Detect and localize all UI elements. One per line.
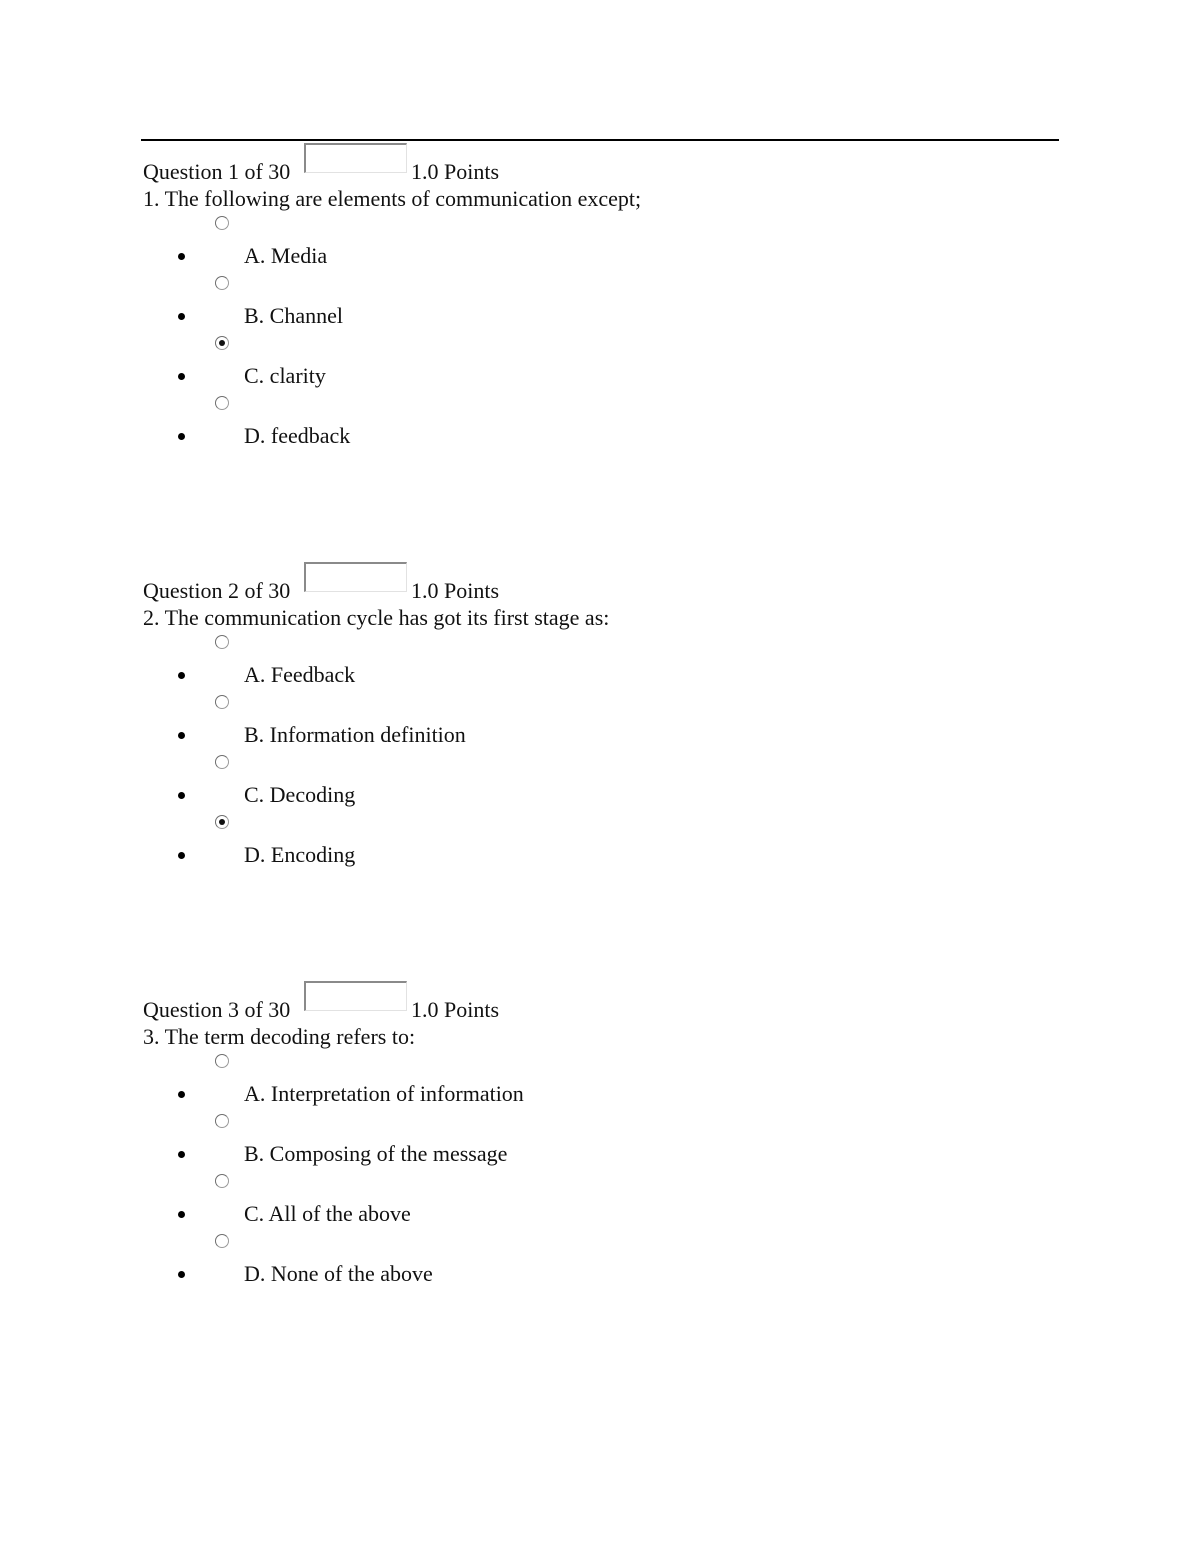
answer-option-d	[143, 393, 843, 453]
answer-label-b: B. Information definition	[244, 722, 466, 747]
radio-button-b[interactable]	[215, 695, 229, 709]
question-text: 3. The term decoding refers to:	[143, 1024, 416, 1049]
radio-button-c[interactable]	[215, 336, 229, 350]
score-box	[304, 143, 407, 173]
question-text: 1. The following are elements of communication except;	[143, 186, 642, 211]
radio-button-a[interactable]	[215, 216, 229, 230]
answer-option-b	[143, 692, 843, 752]
answer-option-d	[143, 812, 843, 872]
answer-option-b	[143, 273, 843, 333]
radio-button-a[interactable]	[215, 1054, 229, 1068]
answer-label-a: A. Interpretation of information	[244, 1081, 524, 1106]
question-number: Question 1 of 30	[143, 159, 291, 184]
question-header	[143, 981, 1043, 1023]
bullet-icon	[178, 1091, 185, 1098]
question-2	[143, 562, 1043, 867]
bullet-icon	[178, 792, 185, 799]
radio-button-c[interactable]	[215, 755, 229, 769]
bullet-icon	[178, 732, 185, 739]
answer-label-c: C. All of the above	[244, 1201, 411, 1226]
question-number: Question 2 of 30	[143, 578, 291, 603]
answer-option-b	[143, 1111, 843, 1171]
bullet-icon	[178, 433, 185, 440]
answer-label-d: D. Encoding	[244, 842, 356, 867]
bullet-icon	[178, 1211, 185, 1218]
answer-option-c	[143, 752, 843, 812]
question-1	[143, 143, 1043, 448]
answer-options	[143, 1051, 843, 1291]
answer-options	[143, 632, 843, 872]
score-box	[304, 981, 407, 1011]
answer-option-c	[143, 1171, 843, 1231]
bullet-icon	[178, 253, 185, 260]
bullet-icon	[178, 672, 185, 679]
answer-label-a: A. Media	[244, 243, 328, 268]
radio-button-d[interactable]	[215, 396, 229, 410]
answer-label-d: D. None of the above	[244, 1261, 433, 1286]
radio-button-d[interactable]	[215, 815, 229, 829]
radio-button-b[interactable]	[215, 276, 229, 290]
radio-button-d[interactable]	[215, 1234, 229, 1248]
bullet-icon	[178, 313, 185, 320]
answer-options	[143, 213, 843, 453]
bullet-icon	[178, 852, 185, 859]
answer-option-d	[143, 1231, 843, 1291]
answer-label-c: C. Decoding	[244, 782, 356, 807]
answer-label-d: D. feedback	[244, 423, 351, 448]
question-3	[143, 981, 1043, 1286]
answer-label-b: B. Composing of the message	[244, 1141, 508, 1166]
answer-label-b: B. Channel	[244, 303, 343, 328]
question-number: Question 3 of 30	[143, 997, 291, 1022]
question-points: 1.0 Points	[411, 578, 500, 603]
bullet-icon	[178, 1151, 185, 1158]
radio-button-c[interactable]	[215, 1174, 229, 1188]
question-header	[143, 143, 1043, 185]
radio-button-b[interactable]	[215, 1114, 229, 1128]
radio-button-a[interactable]	[215, 635, 229, 649]
answer-option-a	[143, 213, 843, 273]
question-header	[143, 562, 1043, 604]
question-points: 1.0 Points	[411, 159, 500, 184]
score-box	[304, 562, 407, 592]
question-points: 1.0 Points	[411, 997, 500, 1022]
answer-label-a: A. Feedback	[244, 662, 356, 687]
answer-option-c	[143, 333, 843, 393]
answer-option-a	[143, 1051, 843, 1111]
answer-option-a	[143, 632, 843, 692]
top-divider	[141, 139, 1059, 141]
bullet-icon	[178, 1271, 185, 1278]
question-text: 2. The communication cycle has got its first stage as:	[143, 605, 610, 630]
answer-label-c: C. clarity	[244, 363, 326, 388]
bullet-icon	[178, 373, 185, 380]
